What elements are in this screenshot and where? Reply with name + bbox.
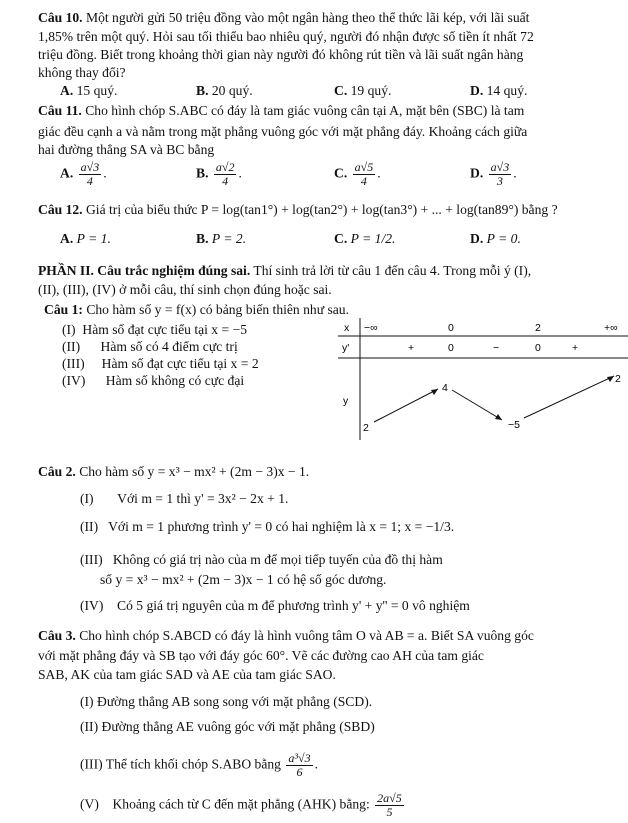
y-label: y: [343, 395, 349, 407]
option-key: A.: [60, 83, 74, 98]
q12-option-b: [196, 231, 246, 247]
c2-label: Câu 2.: [38, 464, 76, 479]
q10-line-2: 1,85% trên một quý. Hỏi sau tối thiểu bao nhiêu quý, người đó nhận được số tiền ít nhất 72: [38, 29, 534, 44]
c2-item-2: [80, 519, 454, 535]
item-text: Khoảng cách từ C đến mặt phẳng (AHK) bằng:: [112, 796, 370, 812]
fraction-numerator: a³√3: [288, 751, 311, 765]
c3-line-2: với mặt phẳng đáy và SB tạo với đáy góc 60°. Vẽ các đường cao AH của tam giác: [38, 648, 484, 663]
q11-option-a: A. $\frac{a√3}{4}$ .: [60, 160, 107, 188]
item-text: Đường thẳng AE vuông góc với mặt phẳng (SBD): [101, 719, 375, 734]
q10-label: Câu 10.: [38, 10, 83, 25]
option-key: A.: [60, 231, 74, 246]
item-number: (V): [80, 796, 99, 812]
option-fraction: [489, 161, 512, 188]
c2-line: [38, 464, 309, 480]
y-value-left: 2: [363, 422, 369, 434]
item-number: (III): [80, 552, 103, 567]
fraction-denominator: 4: [222, 174, 229, 188]
x-value-neg-inf: −∞: [364, 322, 378, 334]
item-number: (II): [80, 519, 99, 534]
item-text: Hàm số đạt cực tiểu tại x = −5: [82, 322, 248, 337]
option-key: B.: [196, 83, 209, 98]
item-number: (III): [62, 356, 85, 371]
q11-line-2: giác đều cạnh a và nằm trong mặt phẳng vuông góc với mặt phẳng đáy. Khoảng cách giữa: [38, 124, 528, 139]
option-text: 15 quý.: [76, 83, 118, 98]
item-number: (IV): [80, 598, 104, 613]
item-text: Không có giá trị nào của m để mọi tiếp tuyến của đồ thị hàm: [112, 552, 443, 567]
fraction-denominator: 5: [386, 805, 393, 819]
option-key: C.: [334, 231, 348, 246]
c3-item-2: [80, 719, 375, 735]
option-text: P = 1/2.: [350, 231, 396, 246]
fraction-denominator: 4: [360, 174, 367, 188]
option-key: C.: [334, 165, 348, 181]
q11-option-d: D. $\frac{a√3}{3}$ .: [470, 160, 517, 188]
item-text: Hàm số có 4 điểm cực trị: [100, 339, 238, 354]
fraction-numerator: 2a√5: [377, 791, 402, 805]
x-label: x: [344, 322, 350, 334]
y-value-min: −5: [508, 419, 520, 431]
option-key: A.: [60, 165, 74, 181]
c1-label: Câu 1:: [44, 302, 83, 317]
item-text: Với m = 1 thì y' = 3x² − 2x + 1.: [117, 491, 289, 506]
c1-text: Cho hàm số y = f(x) có bảng biến thiên như sau.: [86, 302, 350, 317]
c3-item-1: [80, 694, 372, 710]
item-number: (I): [80, 694, 94, 709]
q11-label: Câu 11.: [38, 103, 82, 118]
part2-text-1: Thí sinh trả lời từ câu 1 đến câu 4. Trong mỗi ý (I),: [253, 263, 532, 278]
item-text: Thể tích khối chóp S.ABO bằng: [105, 756, 281, 772]
option-text: 14 quý.: [486, 83, 528, 98]
q10-line-3: triệu đồng. Biết trong khoảng thời gian này người đó không rút tiền và lãi suất ngân hàng: [38, 47, 524, 62]
arrow-down: [452, 390, 502, 420]
option-key: D.: [470, 165, 484, 181]
c1-item-4: [62, 373, 244, 389]
c1-line: [44, 302, 349, 318]
option-text: 19 quý.: [350, 83, 392, 98]
c3-label: Câu 3.: [38, 628, 76, 643]
c2-item-3: [80, 552, 443, 568]
q10-option-c: [334, 83, 391, 99]
option-text: 20 quý.: [211, 83, 253, 98]
item-text: Hàm số đạt cực tiểu tại x = 2: [101, 356, 259, 371]
part2-line-2: (II), (III), (IV) ở mỗi câu, thí sinh chọn đúng hoặc sai.: [38, 282, 332, 297]
fraction-numerator: a√2: [215, 160, 235, 174]
sign-3: +: [572, 342, 579, 354]
option-fraction: [353, 161, 376, 188]
q12-label: Câu 12.: [38, 202, 83, 217]
item-number: (I): [80, 491, 94, 506]
variation-table: [338, 318, 628, 440]
sign-2: −: [493, 342, 500, 354]
q12-option-c: [334, 231, 395, 247]
q11-line-1: [38, 103, 524, 119]
c3-line-3: SAB, AK của tam giác SAD và AE của tam giác SAO.: [38, 667, 336, 682]
item-number: (I): [62, 322, 76, 337]
item-number: (III): [80, 756, 103, 772]
option-key: D.: [470, 83, 484, 98]
c1-item-2: [62, 339, 238, 355]
c3-item-3: (III) Thể tích khối chóp S.ABO bằng $\frac{\text{a³√3}}{6}$ .: [80, 751, 318, 779]
item-number: (II): [80, 719, 99, 734]
q10-option-b: [196, 83, 253, 99]
option-fraction: [214, 161, 237, 188]
item-text: Đường thẳng AB song song với mặt phẳng (SCD).: [97, 694, 373, 709]
x-value-2: 2: [535, 322, 541, 334]
q10-option-d: [470, 83, 527, 99]
option-text: P = 2.: [211, 231, 247, 246]
part2-line-1: [38, 263, 531, 279]
item-fraction: [286, 752, 312, 779]
fraction-numerator: a√5: [354, 160, 374, 174]
q12-option-d: [470, 231, 521, 247]
fraction-numerator: a√3: [490, 160, 510, 174]
q10-text-1: Một người gửi 50 triệu đồng vào một ngân hàng theo thể thức lãi kép, với lãi suất: [85, 10, 530, 25]
q11-option-b: B. $\frac{a√2}{4}$ .: [196, 160, 242, 188]
q12-text: Giá trị của biểu thức P = log(tan1°) + log(tan2°) + log(tan3°) + ... + log(tan89°) bằng ?: [85, 202, 558, 217]
yprime-label: y': [342, 342, 350, 354]
x-value-0: 0: [448, 322, 454, 334]
item-text: Với m = 1 phương trình y' = 0 có hai nghiệm là x = 1; x = −1/3.: [108, 519, 455, 534]
fraction-denominator: 6: [296, 765, 303, 779]
q12-line: [38, 202, 558, 218]
q12-option-a: [60, 231, 111, 247]
c3-text-1: Cho hình chóp S.ABCD có đáy là hình vuông tâm O và AB = a. Biết SA vuông góc: [79, 628, 534, 643]
c2-text: Cho hàm số y = x³ − mx² + (2m − 3)x − 1.: [79, 464, 310, 479]
fraction-denominator: 4: [86, 174, 93, 188]
c3-line-1: [38, 628, 534, 644]
arrow-up-1: [374, 389, 438, 422]
y-value-max: 4: [442, 382, 448, 394]
sign-zero-2: 0: [535, 342, 541, 354]
item-text: Có 5 giá trị nguyên của m để phương trình y' + y'' = 0 vô nghiệm: [117, 598, 470, 613]
option-key: B.: [196, 231, 209, 246]
q11-option-c: C. $\frac{a√5}{4}$ .: [334, 160, 381, 188]
item-text: Hàm số không có cực đại: [105, 373, 245, 388]
arrow-up-2: [524, 376, 614, 418]
c2-item-4: [80, 598, 470, 614]
option-key: C.: [334, 83, 348, 98]
option-text: P = 1.: [76, 231, 111, 246]
fraction-denominator: 3: [496, 174, 503, 188]
item-number: (IV): [62, 373, 86, 388]
item-number: (II): [62, 339, 81, 354]
q10-line-1: [38, 10, 529, 26]
fraction-numerator: a√3: [80, 160, 100, 174]
sign-1: +: [408, 342, 415, 354]
c1-item-1: [62, 322, 247, 338]
option-text: P = 0.: [486, 231, 521, 246]
q11-text-1: Cho hình chóp S.ABC có đáy là tam giác vuông cân tại A, mặt bên (SBC) là tam: [85, 103, 525, 118]
sign-zero-1: 0: [448, 342, 454, 354]
option-key: B.: [196, 165, 209, 181]
option-fraction: [79, 161, 102, 188]
q11-line-3: hai đường thẳng SA và BC bằng: [38, 142, 215, 157]
c3-item-4: [80, 792, 406, 819]
y-value-right: 2: [615, 373, 621, 385]
part2-title: PHẦN II. Câu trắc nghiệm đúng sai.: [38, 263, 251, 278]
item-fraction: [375, 792, 404, 819]
option-key: D.: [470, 231, 484, 246]
c1-item-3: [62, 356, 259, 372]
c2-item-3-cont: số y = x³ − mx² + (2m − 3)x − 1 có hệ số góc dương.: [100, 572, 387, 587]
c2-item-1: [80, 491, 288, 507]
q10-option-a: [60, 83, 117, 99]
q10-line-4: không thay đổi?: [38, 65, 126, 80]
x-value-pos-inf: +∞: [604, 322, 618, 334]
